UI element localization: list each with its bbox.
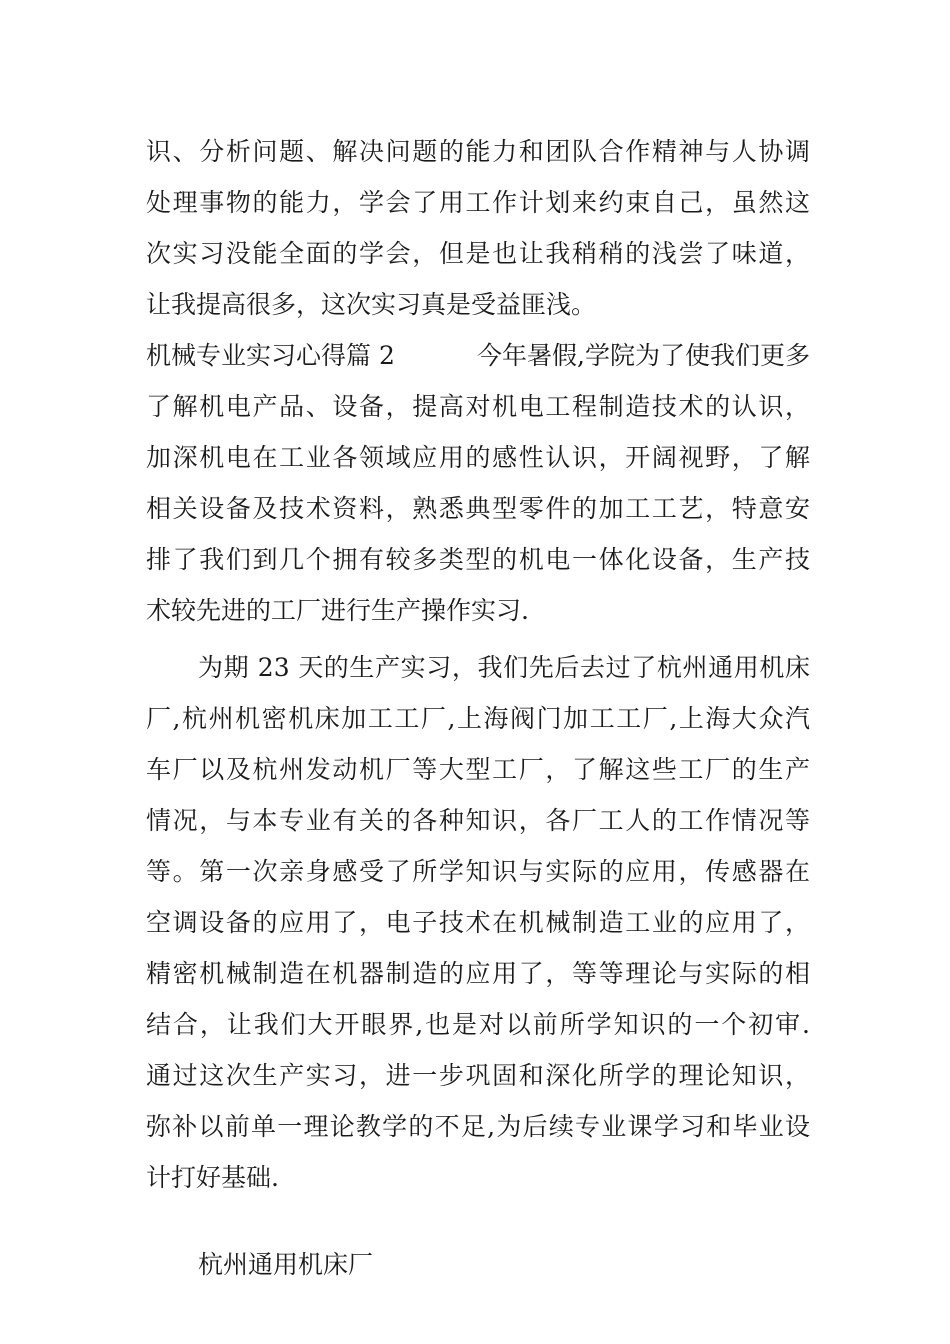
paragraph-internship xyxy=(146,642,810,1203)
text-line: 今年暑假,学院为了使我们更多 xyxy=(477,341,810,370)
text-line: 弥补以前单一理论教学的不足,为后续专业课学习和毕业设 xyxy=(146,1112,810,1141)
section-heading-line xyxy=(146,330,810,381)
text-line: 术较先进的工厂进行生产操作实习. xyxy=(146,596,529,625)
document-body xyxy=(146,126,810,1290)
text-line: 次实习没能全面的学会，但是也让我稍稍的浅尝了味道， xyxy=(146,239,810,268)
text-line: 了解机电产品、设备，提高对机电工程制造技术的认识， xyxy=(146,392,810,421)
subsection-title: 杭州通用机床厂 xyxy=(198,1250,374,1279)
section-heading: 机械专业实习心得篇 2 xyxy=(146,341,395,370)
text-line: 排了我们到几个拥有较多类型的机电一体化设备，生产技 xyxy=(146,545,810,574)
text-line: 相关设备及技术资料，熟悉典型零件的加工工艺，特意安 xyxy=(146,494,810,523)
text-line: 识、分析问题、解决问题的能力和团队合作精神与人协调 xyxy=(146,137,810,166)
text-line: 让我提高很多，这次实习真是受益匪浅。 xyxy=(146,290,597,319)
text-line: 等。第一次亲身感受了所学知识与实际的应用，传感器在 xyxy=(146,857,810,886)
paragraph-intro xyxy=(146,381,810,636)
text-line: 通过这次生产实习，进一步巩固和深化所学的理论知识， xyxy=(146,1061,810,1090)
paragraph-continuation xyxy=(146,126,810,330)
text-line: 处理事物的能力，学会了用工作计划来约束自己，虽然这 xyxy=(146,188,810,217)
text-line: 车厂以及杭州发动机厂等大型工厂，了解这些工厂的生产 xyxy=(146,755,810,784)
text-line: 精密机械制造在机器制造的应用了，等等理论与实际的相 xyxy=(146,959,810,988)
text-line: 厂,杭州机密机床加工工厂,上海阀门加工工厂,上海大众汽 xyxy=(146,704,810,733)
text-line: 情况，与本专业有关的各种知识，各厂工人的工作情况等 xyxy=(146,806,810,835)
text-line: 加深机电在工业各领域应用的感性认识，开阔视野，了解 xyxy=(146,443,810,472)
text-line: 结合，让我们大开眼界,也是对以前所学知识的一个初审. xyxy=(146,1010,810,1039)
text-line: 空调设备的应用了，电子技术在机械制造工业的应用了， xyxy=(146,908,810,937)
text-line: 计打好基础. xyxy=(146,1163,279,1192)
text-line: 为期 23 天的生产实习，我们先后去过了杭州通用机床 xyxy=(198,653,810,682)
